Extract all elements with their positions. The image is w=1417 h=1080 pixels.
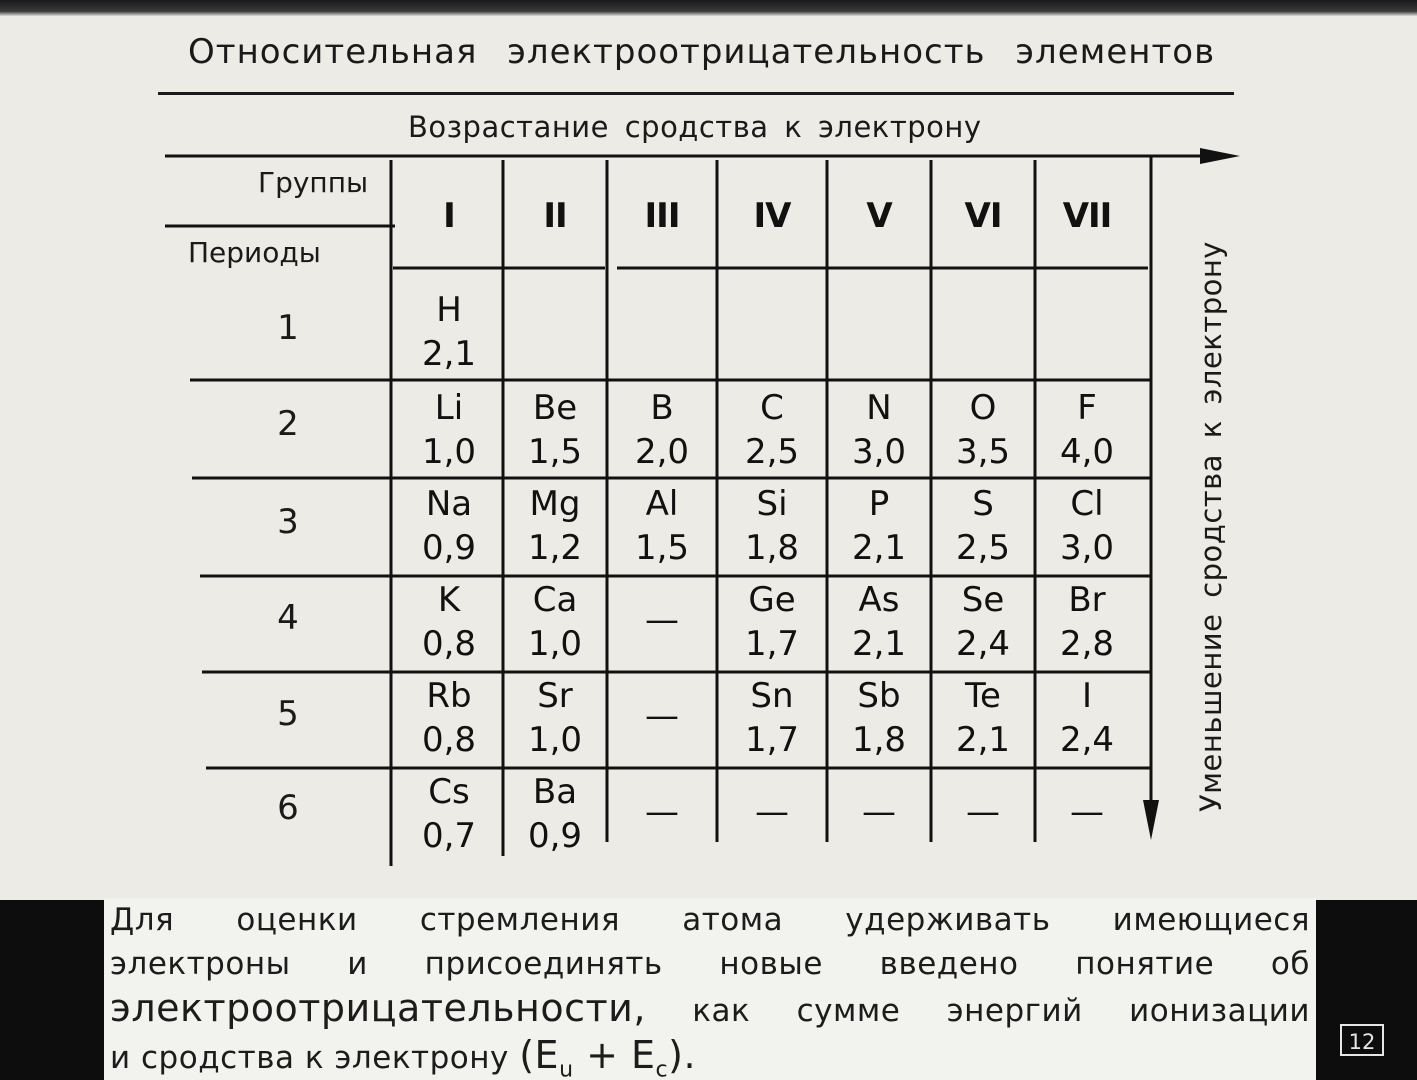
vertical-axis-label: Уменьшение сродства к электрону [1194, 241, 1228, 812]
electronegativity-value: 1,0 [527, 624, 583, 664]
groups-header: Группы [258, 166, 369, 199]
formula-sub-ionization: u [559, 1057, 574, 1080]
element-symbol: H [436, 290, 462, 330]
element-cell [717, 386, 827, 474]
element-symbol: Ba [532, 772, 578, 812]
electronegativity-value: 0,8 [421, 624, 477, 664]
element-cell [827, 578, 931, 666]
electronegativity-value: 0,8 [421, 720, 477, 760]
element-symbol: Li [434, 388, 464, 428]
element-cell [827, 386, 931, 474]
electronegativity-value: 2,0 [634, 432, 690, 472]
element-cell [931, 674, 1035, 762]
empty-cell-dash: — [645, 600, 679, 640]
caption-line-3-rest: как сумме энергий ионизации [692, 993, 1310, 1029]
element-cell [931, 386, 1035, 474]
element-symbol: Te [965, 676, 1001, 716]
electronegativity-value: 3,0 [1059, 528, 1115, 568]
element-symbol: Rb [426, 676, 472, 716]
element-symbol: Se [961, 580, 1005, 620]
element-cell [503, 386, 607, 474]
element-symbol: Br [1068, 580, 1106, 620]
electronegativity-value: 2,4 [1059, 720, 1115, 760]
element-cell [607, 386, 717, 474]
element-cell [503, 482, 607, 570]
element-cell [931, 578, 1035, 666]
electronegativity-value: 2,1 [421, 334, 477, 374]
empty-cell-dash: — [755, 792, 789, 832]
electronegativity-value: 3,5 [955, 432, 1011, 472]
electronegativity-value: 4,0 [1059, 432, 1115, 472]
element-cell [503, 770, 607, 858]
element-symbol: Na [425, 484, 473, 524]
element-symbol: Be [532, 388, 578, 428]
element-cell [607, 482, 717, 570]
element-cell [827, 482, 931, 570]
electronegativity-value: 0,9 [527, 816, 583, 856]
group-header: V [866, 196, 892, 236]
element-symbol: Al [645, 484, 679, 524]
element-symbol: Ca [532, 580, 578, 620]
element-cell [827, 674, 931, 762]
electronegativity-value: 1,7 [744, 624, 800, 664]
electronegativity-value: 1,8 [744, 528, 800, 568]
empty-cell-dash: — [1070, 792, 1104, 832]
electronegativity-value: 1,7 [744, 720, 800, 760]
element-symbol: Sb [857, 676, 901, 716]
element-cell [717, 482, 827, 570]
electronegativity-value: 1,0 [421, 432, 477, 472]
electronegativity-value: 1,5 [527, 432, 583, 472]
formula [519, 1033, 697, 1080]
element-cell [1035, 674, 1139, 762]
slide-title: Относительная электроотрицательность элементов [188, 32, 1216, 72]
element-symbol: Si [756, 484, 788, 524]
caption-line-1: Для оценки стремления атома удерживать имеющиеся [110, 902, 1310, 938]
group-header: II [543, 196, 567, 236]
electronegativity-value: 1,5 [634, 528, 690, 568]
electronegativity-value: 1,8 [851, 720, 907, 760]
element-cell-h [395, 288, 503, 376]
electronegativity-value: 0,7 [421, 816, 477, 856]
element-cell [1035, 386, 1139, 474]
electronegativity-value: 1,2 [527, 528, 583, 568]
element-symbol: Cl [1070, 484, 1104, 524]
period-number: 3 [277, 502, 299, 542]
element-cell [1035, 578, 1139, 666]
element-symbol: Ge [748, 580, 796, 620]
periods-header: Периоды [188, 236, 321, 269]
formula-sub-affinity: c [655, 1057, 669, 1080]
period-number: 1 [277, 308, 299, 348]
right-arrow-icon [1200, 148, 1240, 164]
caption-line-2: электроны и присоединять новые введено понятие об [110, 946, 1310, 982]
element-cell [1035, 482, 1139, 570]
electronegativity-value: 2,1 [851, 528, 907, 568]
electronegativity-value: 2,5 [744, 432, 800, 472]
period-number: 4 [277, 598, 299, 638]
caption-box [104, 898, 1316, 1080]
empty-cell-dash: — [862, 792, 896, 832]
element-symbol: O [969, 388, 997, 428]
element-symbol: Sr [537, 676, 573, 716]
group-header: I [443, 196, 455, 236]
element-cell [503, 674, 607, 762]
element-cell [395, 482, 503, 570]
element-symbol: P [868, 484, 890, 524]
formula-close: ). [668, 1033, 697, 1077]
group-header: VII [1062, 196, 1112, 236]
group-header: IV [753, 196, 791, 236]
group-header: III [644, 196, 680, 236]
electronegativity-value: 2,4 [955, 624, 1011, 664]
element-symbol: Sn [750, 676, 794, 716]
element-cell [395, 674, 503, 762]
element-symbol: K [437, 580, 461, 620]
caption-line-3 [110, 986, 1310, 1033]
caption-line-4 [110, 1033, 1310, 1080]
element-symbol: Cs [428, 772, 470, 812]
electronegativity-value: 2,8 [1059, 624, 1115, 664]
formula-plus: + E [573, 1033, 656, 1077]
page-number: 12 [1340, 1024, 1384, 1056]
element-symbol: As [858, 580, 900, 620]
caption-line-4-text: и сродства к электрону [110, 1040, 509, 1076]
element-cell [717, 578, 827, 666]
element-symbol: B [650, 388, 674, 428]
element-symbol: S [972, 484, 994, 524]
element-symbol: Mg [529, 484, 581, 524]
period-number: 2 [277, 404, 299, 444]
electronegativity-value: 3,0 [851, 432, 907, 472]
element-symbol: I [1081, 676, 1093, 716]
element-symbol: N [866, 388, 892, 428]
empty-cell-dash: — [645, 792, 679, 832]
period-number: 6 [277, 788, 299, 828]
element-cell [931, 482, 1035, 570]
element-cell [395, 578, 503, 666]
down-arrow-icon [1143, 800, 1159, 840]
element-cell [503, 578, 607, 666]
electronegativity-value: 2,5 [955, 528, 1011, 568]
electronegativity-value: 2,1 [955, 720, 1011, 760]
element-cell [717, 674, 827, 762]
empty-cell-dash: — [966, 792, 1000, 832]
period-number: 5 [277, 694, 299, 734]
caption-term: электроотрицательности, [110, 986, 646, 1030]
element-cell [395, 770, 503, 858]
group-header: VI [964, 196, 1002, 236]
empty-cell-dash: — [645, 696, 679, 736]
element-symbol: F [1077, 388, 1097, 428]
element-symbol: C [760, 388, 784, 428]
element-cell [395, 386, 503, 474]
electronegativity-value: 2,1 [851, 624, 907, 664]
electronegativity-value: 1,0 [527, 720, 583, 760]
formula-open: (E [519, 1033, 560, 1077]
electronegativity-value: 0,9 [421, 528, 477, 568]
horizontal-axis-label: Возрастание сродства к электрону [408, 110, 982, 144]
